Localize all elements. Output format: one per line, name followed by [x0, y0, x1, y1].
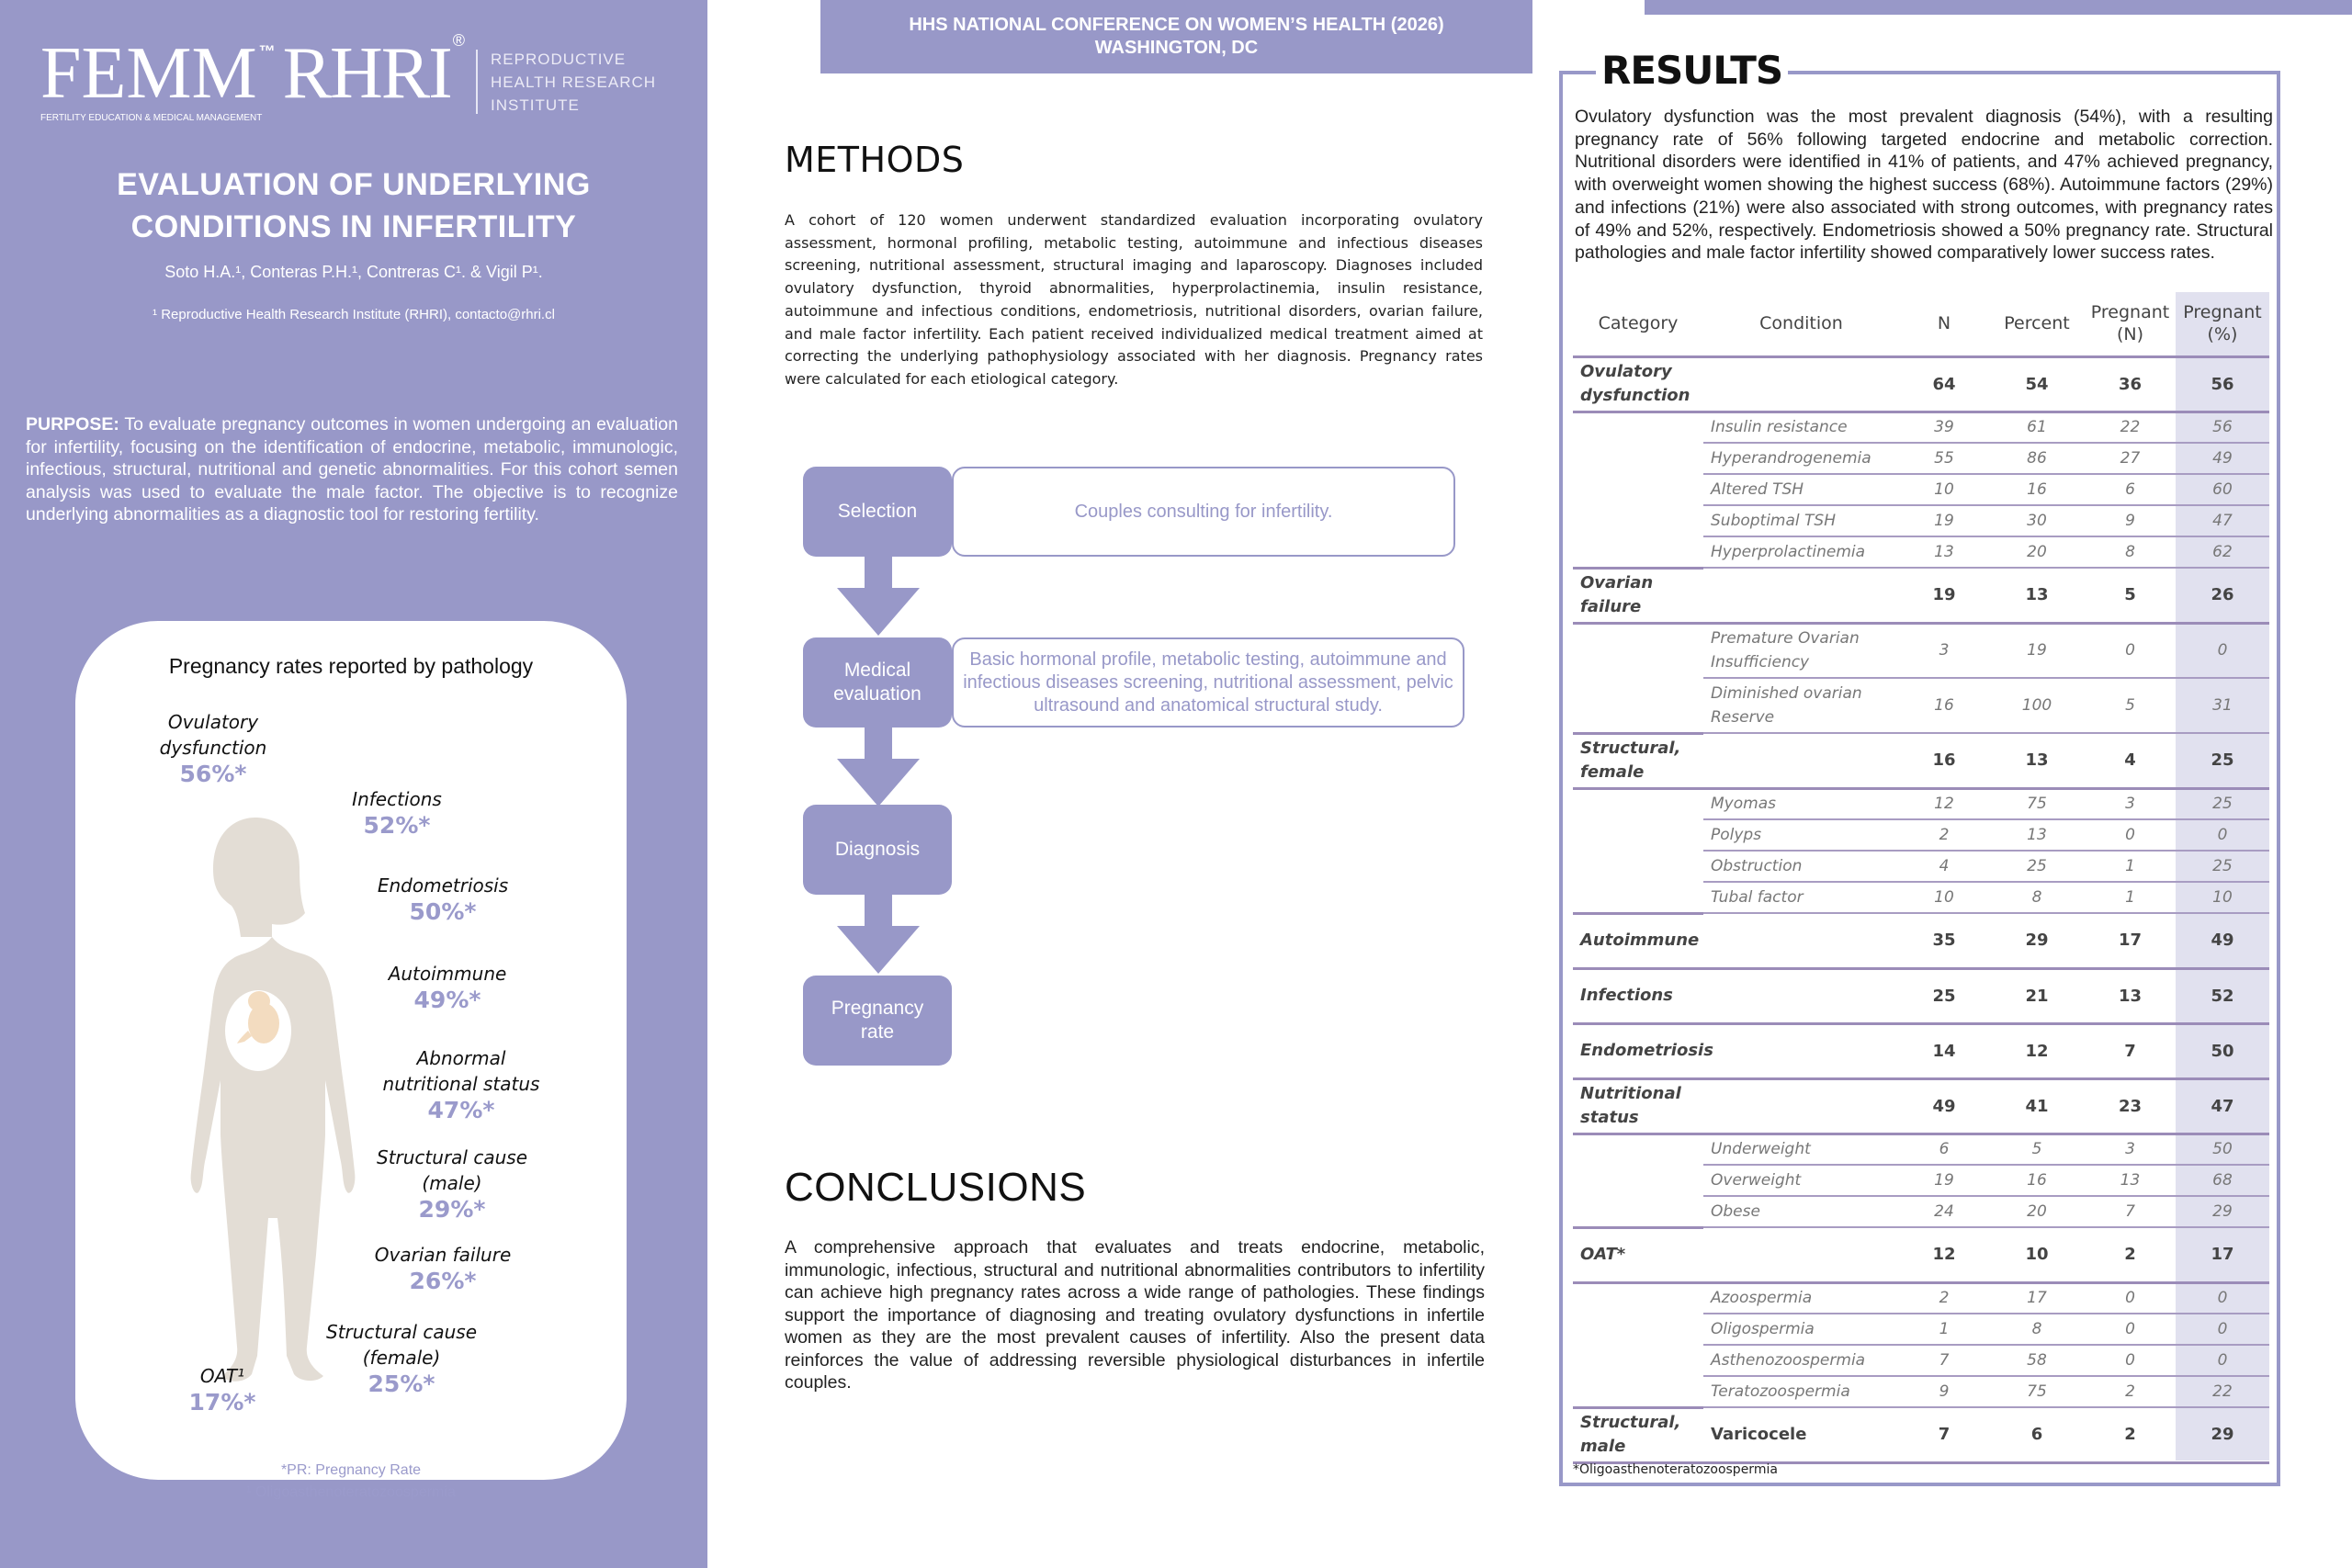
- cell-pregnant-n: 13: [2085, 968, 2176, 1023]
- cell-n: 35: [1899, 913, 1989, 968]
- table-row: [1573, 623, 2269, 678]
- left-panel: [0, 0, 707, 1568]
- purpose-section: [26, 413, 678, 526]
- figure-item-value: 25%*: [368, 1371, 435, 1397]
- cell-percent: 16: [1989, 1165, 2085, 1196]
- cell-pregnant-n: 0: [2085, 819, 2176, 851]
- logo-femm-subtitle: FERTILITY EDUCATION & MEDICAL MANAGEMENT: [40, 113, 263, 123]
- table-row: [1573, 678, 2269, 733]
- cell-condition: [1703, 1078, 1899, 1134]
- cell-pregnant-percent: 17: [2176, 1227, 2269, 1282]
- cell-condition: Obese: [1703, 1196, 1899, 1227]
- cell-category: [1573, 623, 1703, 678]
- cell-category: [1573, 505, 1703, 536]
- cell-percent: 13: [1989, 568, 2085, 623]
- cell-pregnant-percent: 50: [2176, 1023, 2269, 1078]
- figure-item-label: Structural cause: [377, 1146, 527, 1168]
- poster-title: [0, 164, 707, 248]
- table-row: [1573, 1165, 2269, 1196]
- figure-item-autoimmune: [360, 961, 535, 1014]
- logo-institute-line: INSTITUTE: [491, 96, 580, 114]
- cell-n: 64: [1899, 356, 1989, 412]
- purpose-text: To evaluate pregnancy outcomes in women undergoing an evaluation for infertility, focusing on the identification of endocrine, metabolic, immunologic, infectious, structural, nutritional and genetic abnormalities. For this cohort semen analysis was used to evaluate the male factor. The objective is to recognize underlying abnormalities as a diagnostic tool for restoring fertility.: [26, 414, 678, 525]
- cell-category: Nutritional status: [1573, 1078, 1703, 1134]
- cell-category: Infections: [1573, 968, 1703, 1023]
- cell-pregnant-percent: 29: [2176, 1407, 2269, 1462]
- figure-footnote-pr: *PR: Pregnancy Rate: [280, 1462, 422, 1478]
- cell-condition: [1703, 1023, 1899, 1078]
- cell-pregnant-n: 0: [2085, 1282, 2176, 1314]
- cell-n: 4: [1899, 851, 1989, 882]
- cell-category: [1573, 851, 1703, 882]
- cell-n: 16: [1899, 733, 1989, 788]
- conclusions-text: A comprehensive approach that evaluates and treats endocrine, metabolic, immunologic, infectious, structural and nutritional abnormalities contributors to infertility can achieve high pregnancy rates across a wide range of pathologies. These findings support the importance of diagnosing and treating ovulatory dysfunctions in infertile women as they are the most prevalent causes of infertility. Also the present data reinforces the value of addressing reversible physiological disturbances in infertile couples.: [785, 1237, 1485, 1393]
- cell-condition: [1703, 913, 1899, 968]
- cell-category: [1573, 1165, 1703, 1196]
- cell-condition: Myomas: [1703, 788, 1899, 819]
- cell-n: 13: [1899, 536, 1989, 568]
- cell-n: 24: [1899, 1196, 1989, 1227]
- table-header-row: [1573, 292, 2269, 356]
- cell-pregnant-percent: 25: [2176, 851, 2269, 882]
- results-title: RESULTS: [1596, 48, 1788, 93]
- cell-pregnant-percent: 10: [2176, 882, 2269, 913]
- figure-item-nutritional: [351, 1045, 571, 1124]
- cell-n: 55: [1899, 443, 1989, 474]
- table-row: [1573, 882, 2269, 913]
- cell-n: 2: [1899, 819, 1989, 851]
- cell-pregnant-percent: 0: [2176, 623, 2269, 678]
- cell-condition: Oligospermia: [1703, 1314, 1899, 1345]
- cell-n: 49: [1899, 1078, 1989, 1134]
- flow-step-label: Medical: [843, 660, 911, 681]
- cell-pregnant-percent: 0: [2176, 1345, 2269, 1376]
- table-row: [1573, 1227, 2269, 1282]
- logo-registered: ®: [452, 31, 466, 50]
- table-row: [1573, 412, 2269, 443]
- cell-category: Ovulatory dysfunction: [1573, 356, 1703, 412]
- table-row: [1573, 851, 2269, 882]
- cell-pregnant-n: 2: [2085, 1407, 2176, 1462]
- cell-condition: [1703, 568, 1899, 623]
- cell-pregnant-percent: 52: [2176, 968, 2269, 1023]
- cell-percent: 29: [1989, 913, 2085, 968]
- cell-pregnant-n: 1: [2085, 882, 2176, 913]
- cell-category: [1573, 1282, 1703, 1314]
- table-row: [1573, 788, 2269, 819]
- cell-percent: 30: [1989, 505, 2085, 536]
- arrow-down-icon: [837, 895, 920, 974]
- cell-n: 25: [1899, 968, 1989, 1023]
- cell-condition: Asthenozoospermia: [1703, 1345, 1899, 1376]
- methods-text: A cohort of 120 women underwent standardized evaluation incorporating ovulatory assessment, hormonal profiling, metabolic testing, autoimmune and infectious diseases screening, nutritional assessment, structural imaging and laparoscopy. Diagnoses included ovulatory dysfunction, thyroid abnormalities, hyperprolactinemia, insulin resistance, autoimmune and infectious conditions, endometriosis, nutritional disorders, ovarian failure, and male factor infertility. Each patient received individualized medical treatment aimed at correcting the underlying pathophysiology associated with her diagnosis. Pregnancy rates were calculated for each etiological category.: [785, 211, 1483, 388]
- flow-step-pregnancy-rate: [803, 976, 952, 1066]
- cell-pregnant-percent: 49: [2176, 913, 2269, 968]
- cell-pregnant-percent: 31: [2176, 678, 2269, 733]
- cell-condition: [1703, 733, 1899, 788]
- conference-banner: [820, 0, 1532, 73]
- results-text: Ovulatory dysfunction was the most prevalent diagnosis (54%), with a resulting pregnancy rate of 56% following targeted endocrine and metabolic correction. Nutritional disorders were identified in 41% of patients, and 47% achieved pregnancy, with overweight women showing the highest success (68%). Autoimmune factors (29%) and infections (21%) were also associated with strong outcomes, with pregnancy rates of 49% and 52%, respectively. Endometriosis showed a 50% pregnancy rate. Structural pathologies and male factor infertility showed comparatively lower success rates.: [1575, 107, 2273, 264]
- figure-item-value: 26%*: [409, 1268, 477, 1294]
- cell-category: [1573, 882, 1703, 913]
- conclusions-title: CONCLUSIONS: [785, 1165, 1087, 1210]
- cell-percent: 75: [1989, 1376, 2085, 1407]
- figure-item-structural-female: [305, 1319, 498, 1398]
- cell-percent: 8: [1989, 1314, 2085, 1345]
- cell-percent: 6: [1989, 1407, 2085, 1462]
- column-header-category: Category: [1573, 292, 1703, 356]
- cell-pregnant-percent: 56: [2176, 356, 2269, 412]
- cell-percent: 13: [1989, 733, 2085, 788]
- logo: [40, 31, 702, 138]
- flow-step-label: Diagnosis: [834, 839, 921, 860]
- cell-pregnant-percent: 68: [2176, 1165, 2269, 1196]
- cell-pregnant-n: 8: [2085, 536, 2176, 568]
- table-row: [1573, 913, 2269, 968]
- figure-item-label: Endometriosis: [377, 874, 509, 897]
- cell-category: [1573, 1134, 1703, 1165]
- cell-n: 10: [1899, 882, 1989, 913]
- logo-rhri: RHRI: [282, 33, 451, 114]
- cell-n: 10: [1899, 474, 1989, 505]
- cell-condition: Hyperandrogenemia: [1703, 443, 1899, 474]
- cell-n: 6: [1899, 1134, 1989, 1165]
- cell-percent: 100: [1989, 678, 2085, 733]
- cell-condition: [1703, 968, 1899, 1023]
- cell-percent: 20: [1989, 1196, 2085, 1227]
- cell-condition: Premature Ovarian Insufficiency: [1703, 623, 1899, 678]
- figure-item-value: 49%*: [413, 987, 481, 1013]
- arrow-down-icon: [837, 557, 920, 636]
- cell-percent: 10: [1989, 1227, 2085, 1282]
- cell-condition: [1703, 356, 1899, 412]
- cell-condition: Overweight: [1703, 1165, 1899, 1196]
- table-row: [1573, 1078, 2269, 1134]
- logo-institute: [491, 48, 656, 117]
- cell-pregnant-percent: 60: [2176, 474, 2269, 505]
- figure-item-label: Structural cause: [326, 1321, 477, 1343]
- pregnancy-rate-figure: [75, 621, 627, 1480]
- cell-condition: Obstruction: [1703, 851, 1899, 882]
- authors: Soto H.A.¹, Conteras P.H.¹, Contreras C¹. & Vigil P¹.: [164, 263, 543, 281]
- cell-condition: Teratozoospermia: [1703, 1376, 1899, 1407]
- table-row: [1573, 968, 2269, 1023]
- figure-item-value: 29%*: [418, 1196, 486, 1223]
- cell-pregnant-n: 2: [2085, 1227, 2176, 1282]
- arrow-down-icon: [837, 728, 920, 807]
- figure-item-label: Abnormal: [416, 1047, 506, 1069]
- figure-item-label: Ovulatory: [167, 711, 259, 733]
- cell-pregnant-n: 2: [2085, 1376, 2176, 1407]
- cell-category: [1573, 536, 1703, 568]
- flow-step-medical-evaluation: [803, 637, 952, 728]
- cell-category: [1573, 474, 1703, 505]
- cell-pregnant-n: 7: [2085, 1023, 2176, 1078]
- cell-category: [1573, 1376, 1703, 1407]
- cell-category: [1573, 443, 1703, 474]
- table-row: [1573, 568, 2269, 623]
- logo-institute-line: HEALTH RESEARCH: [491, 73, 657, 91]
- cell-category: OAT*: [1573, 1227, 1703, 1282]
- cell-percent: 75: [1989, 788, 2085, 819]
- cell-percent: 20: [1989, 536, 2085, 568]
- table-row: [1573, 356, 2269, 412]
- cell-condition: Underweight: [1703, 1134, 1899, 1165]
- flow-step-selection: [803, 467, 952, 557]
- figure-item-label: (female): [362, 1347, 441, 1369]
- cell-condition: [1703, 1227, 1899, 1282]
- cell-percent: 21: [1989, 968, 2085, 1023]
- purpose-label: PURPOSE:: [26, 414, 119, 434]
- column-header-pregnant-n: Pregnant (N): [2085, 292, 2176, 356]
- cell-category: Endometriosis: [1573, 1023, 1703, 1078]
- cell-pregnant-n: 7: [2085, 1196, 2176, 1227]
- cell-pregnant-percent: 0: [2176, 819, 2269, 851]
- cell-pregnant-n: 3: [2085, 788, 2176, 819]
- cell-n: 19: [1899, 568, 1989, 623]
- flow-description-selection: Couples consulting for infertility.: [952, 467, 1455, 557]
- cell-category: [1573, 678, 1703, 733]
- cell-pregnant-percent: 0: [2176, 1282, 2269, 1314]
- cell-percent: 17: [1989, 1282, 2085, 1314]
- logo-femm-rhri-block: [40, 31, 466, 125]
- cell-pregnant-percent: 47: [2176, 505, 2269, 536]
- cell-condition: Polyps: [1703, 819, 1899, 851]
- flow-description-medical-evaluation: Basic hormonal profile, metabolic testing, autoimmune and infectious diseases screening, nutritional assessment, pelvic ultrasound and anatomical structural study.: [952, 637, 1464, 728]
- conference-line: WASHINGTON, DC: [1094, 38, 1259, 58]
- cell-category: Structural, male: [1573, 1407, 1703, 1462]
- cell-pregnant-percent: 47: [2176, 1078, 2269, 1134]
- cell-n: 12: [1899, 788, 1989, 819]
- cell-pregnant-percent: 22: [2176, 1376, 2269, 1407]
- cell-pregnant-percent: 26: [2176, 568, 2269, 623]
- logo-trademark: ™: [258, 42, 276, 61]
- results-table: [1573, 292, 2269, 1464]
- logo-institute-line: REPRODUCTIVE: [491, 51, 627, 68]
- table-footnote: *Oligoasthenoteratozoospermia: [1573, 1462, 1778, 1477]
- flow-step-diagnosis: [803, 805, 952, 895]
- cell-n: 2: [1899, 1282, 1989, 1314]
- figure-item-ovarian-failure: [351, 1242, 535, 1295]
- cell-category: [1573, 1196, 1703, 1227]
- cell-condition: Azoospermia: [1703, 1282, 1899, 1314]
- cell-pregnant-n: 4: [2085, 733, 2176, 788]
- cell-category: Structural, female: [1573, 733, 1703, 788]
- cell-percent: 58: [1989, 1345, 2085, 1376]
- cell-pregnant-n: 17: [2085, 913, 2176, 968]
- cell-percent: 5: [1989, 1134, 2085, 1165]
- cell-condition: Suboptimal TSH: [1703, 505, 1899, 536]
- table-row: [1573, 443, 2269, 474]
- table-row: [1573, 819, 2269, 851]
- cell-pregnant-n: 6: [2085, 474, 2176, 505]
- figure-item-structural-male: [351, 1145, 553, 1224]
- cell-percent: 25: [1989, 851, 2085, 882]
- poster-title-line: CONDITIONS IN INFERTILITY: [130, 209, 577, 244]
- figure-item-value: 56%*: [179, 761, 247, 787]
- cell-pregnant-n: 5: [2085, 678, 2176, 733]
- cell-percent: 41: [1989, 1078, 2085, 1134]
- logo-divider: [476, 50, 478, 114]
- cell-pregnant-percent: 49: [2176, 443, 2269, 474]
- column-header-n: N: [1899, 292, 1989, 356]
- table-row: [1573, 1376, 2269, 1407]
- cell-category: Autoimmune: [1573, 913, 1703, 968]
- cell-pregnant-n: 0: [2085, 1345, 2176, 1376]
- cell-pregnant-percent: 50: [2176, 1134, 2269, 1165]
- cell-n: 19: [1899, 505, 1989, 536]
- column-header-pregnant-percent: Pregnant (%): [2176, 292, 2269, 356]
- cell-pregnant-n: 9: [2085, 505, 2176, 536]
- cell-n: 3: [1899, 623, 1989, 678]
- cell-pregnant-percent: 29: [2176, 1196, 2269, 1227]
- table-row: [1573, 1282, 2269, 1314]
- figure-item-label: Autoimmune: [388, 963, 507, 985]
- cell-percent: 16: [1989, 474, 2085, 505]
- cell-percent: 19: [1989, 623, 2085, 678]
- cell-pregnant-percent: 56: [2176, 412, 2269, 443]
- logo-femm: FEMM: [40, 33, 257, 114]
- cell-pregnant-percent: 25: [2176, 788, 2269, 819]
- figure-item-label: nutritional status: [382, 1073, 540, 1095]
- cell-condition: Varicocele: [1703, 1407, 1899, 1462]
- cell-category: [1573, 819, 1703, 851]
- affiliation: ¹ Reproductive Health Research Institute (RHRI), contacto@rhri.cl: [153, 307, 555, 322]
- table-row: [1573, 733, 2269, 788]
- cell-percent: 61: [1989, 412, 2085, 443]
- cell-pregnant-n: 22: [2085, 412, 2176, 443]
- cell-pregnant-n: 27: [2085, 443, 2176, 474]
- figure-item-label: (male): [422, 1172, 482, 1194]
- top-decorative-bar: [1645, 0, 2352, 15]
- cell-n: 12: [1899, 1227, 1989, 1282]
- figure-item-endometriosis: [351, 873, 535, 926]
- cell-pregnant-percent: 25: [2176, 733, 2269, 788]
- cell-n: 19: [1899, 1165, 1989, 1196]
- cell-category: [1573, 412, 1703, 443]
- conference-line: HHS NATIONAL CONFERENCE ON WOMEN’S HEALTH (2026): [909, 15, 1444, 35]
- cell-percent: 8: [1989, 882, 2085, 913]
- cell-condition: Diminished ovarian Reserve: [1703, 678, 1899, 733]
- column-header-percent: Percent: [1989, 292, 2085, 356]
- figure-item-ovulatory: [112, 709, 314, 788]
- cell-n: 7: [1899, 1345, 1989, 1376]
- flow-step-label: Selection: [837, 501, 918, 522]
- poster-title-line: EVALUATION OF UNDERLYING: [117, 167, 591, 202]
- figure-item-value: 52%*: [363, 812, 431, 839]
- figure-item-label: dysfunction: [159, 737, 267, 759]
- cell-percent: 86: [1989, 443, 2085, 474]
- cell-n: 7: [1899, 1407, 1989, 1462]
- figure-title: Pregnancy rates reported by pathology: [168, 654, 534, 678]
- cell-condition: Hyperprolactinemia: [1703, 536, 1899, 568]
- figure-item-label: Infections: [352, 788, 442, 810]
- table-row: [1573, 1407, 2269, 1462]
- figure-item-oat: [176, 1363, 268, 1416]
- table-row: [1573, 505, 2269, 536]
- cell-condition: Tubal factor: [1703, 882, 1899, 913]
- figure-item-label: OAT¹: [199, 1365, 245, 1387]
- flow-step-label: Pregnancy: [831, 998, 924, 1019]
- table-body: [1573, 356, 2269, 1462]
- cell-condition: Insulin resistance: [1703, 412, 1899, 443]
- cell-category: Ovarian failure: [1573, 568, 1703, 623]
- flow-step-label: rate: [860, 1021, 895, 1043]
- cell-percent: 13: [1989, 819, 2085, 851]
- figure-footnote-oat: ¹ Oligoasthenoteratozoospermia: [246, 1484, 456, 1500]
- cell-n: 14: [1899, 1023, 1989, 1078]
- table-row: [1573, 1345, 2269, 1376]
- cell-percent: 54: [1989, 356, 2085, 412]
- cell-pregnant-n: 0: [2085, 1314, 2176, 1345]
- flow-step-label: evaluation: [833, 683, 922, 705]
- cell-category: [1573, 1314, 1703, 1345]
- cell-category: [1573, 788, 1703, 819]
- cell-percent: 12: [1989, 1023, 2085, 1078]
- figure-item-value: 50%*: [409, 898, 477, 925]
- figure-item-value: 17%*: [188, 1389, 256, 1416]
- cell-pregnant-n: 36: [2085, 356, 2176, 412]
- cell-pregnant-n: 0: [2085, 623, 2176, 678]
- figure-item-infections: [323, 786, 470, 840]
- cell-pregnant-n: 5: [2085, 568, 2176, 623]
- cell-pregnant-percent: 62: [2176, 536, 2269, 568]
- table-row: [1573, 474, 2269, 505]
- cell-n: 16: [1899, 678, 1989, 733]
- table-row: [1573, 1196, 2269, 1227]
- cell-n: 39: [1899, 412, 1989, 443]
- cell-condition: Altered TSH: [1703, 474, 1899, 505]
- figure-item-value: 47%*: [427, 1097, 495, 1123]
- table-row: [1573, 1314, 2269, 1345]
- cell-pregnant-n: 1: [2085, 851, 2176, 882]
- column-header-condition: Condition: [1703, 292, 1899, 356]
- table-row: [1573, 536, 2269, 568]
- table-row: [1573, 1023, 2269, 1078]
- cell-n: 9: [1899, 1376, 1989, 1407]
- methods-title: METHODS: [785, 140, 965, 180]
- cell-pregnant-n: 3: [2085, 1134, 2176, 1165]
- figure-item-label: Ovarian failure: [374, 1244, 512, 1266]
- logo-mark: [40, 31, 466, 114]
- cell-pregnant-percent: 0: [2176, 1314, 2269, 1345]
- table-row: [1573, 1134, 2269, 1165]
- cell-n: 1: [1899, 1314, 1989, 1345]
- cell-category: [1573, 1345, 1703, 1376]
- cell-pregnant-n: 13: [2085, 1165, 2176, 1196]
- cell-pregnant-n: 23: [2085, 1078, 2176, 1134]
